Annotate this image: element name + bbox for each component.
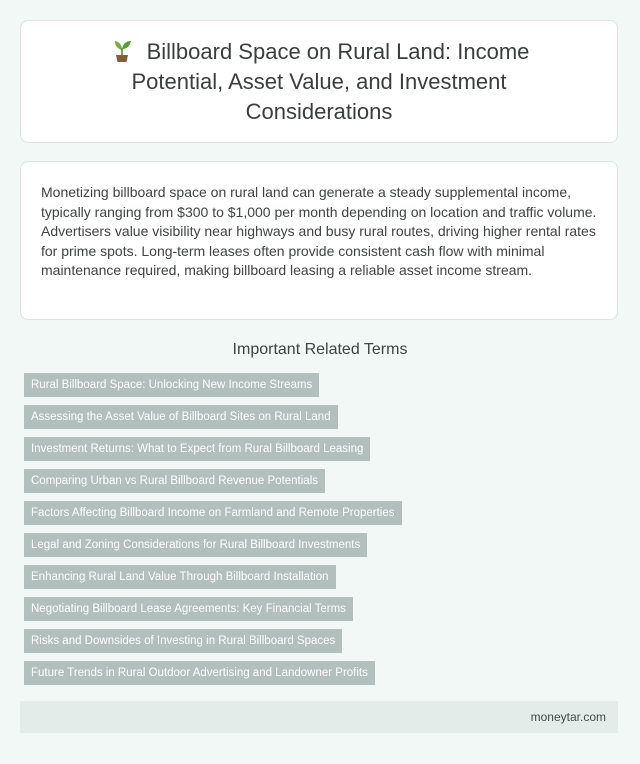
related-terms-heading: Important Related Terms <box>232 341 408 358</box>
related-term-tag[interactable]: Assessing the Asset Value of Billboard Sites on Rural Land <box>24 405 338 429</box>
related-term-tag[interactable]: Future Trends in Rural Outdoor Advertising and Landowner Profits <box>24 661 375 685</box>
page-title <box>21 37 617 127</box>
related-term-tag[interactable]: Investment Returns: What to Expect from Rural Billboard Leasing <box>24 437 370 461</box>
related-term-tag[interactable]: Enhancing Rural Land Value Through Billboard Installation <box>24 565 336 589</box>
related-term-tag[interactable]: Risks and Downsides of Investing in Rural Billboard Spaces <box>24 629 342 653</box>
title-card <box>20 20 618 143</box>
footer-bar <box>20 701 618 733</box>
sprout-icon <box>109 37 135 63</box>
footer-site-link[interactable]: moneytar.com <box>530 710 606 724</box>
page-title-text: Billboard Space on Rural Land: Income Potential, Asset Value, and Investment Considerations <box>131 38 530 124</box>
related-term-tag[interactable]: Comparing Urban vs Rural Billboard Revenue Potentials <box>24 469 325 493</box>
intro-card <box>20 161 618 320</box>
related-terms-list <box>24 373 620 693</box>
related-term-tag[interactable]: Factors Affecting Billboard Income on Farmland and Remote Properties <box>24 501 402 525</box>
related-term-tag[interactable]: Rural Billboard Space: Unlocking New Income Streams <box>24 373 319 397</box>
intro-paragraph: Monetizing billboard space on rural land can generate a steady supplemental income, typically ranging from $300 to $1,000 per month depending on location and traffic volume. Advertisers value visibility near highways and busy rural routes, driving higher rental rates for prime spots. Long-term leases often provide consistent cash flow with minimal maintenance required, making billboard leasing a reliable asset income stream. <box>41 184 597 278</box>
related-term-tag[interactable]: Legal and Zoning Considerations for Rural Billboard Investments <box>24 533 367 557</box>
related-term-tag[interactable]: Negotiating Billboard Lease Agreements: Key Financial Terms <box>24 597 353 621</box>
